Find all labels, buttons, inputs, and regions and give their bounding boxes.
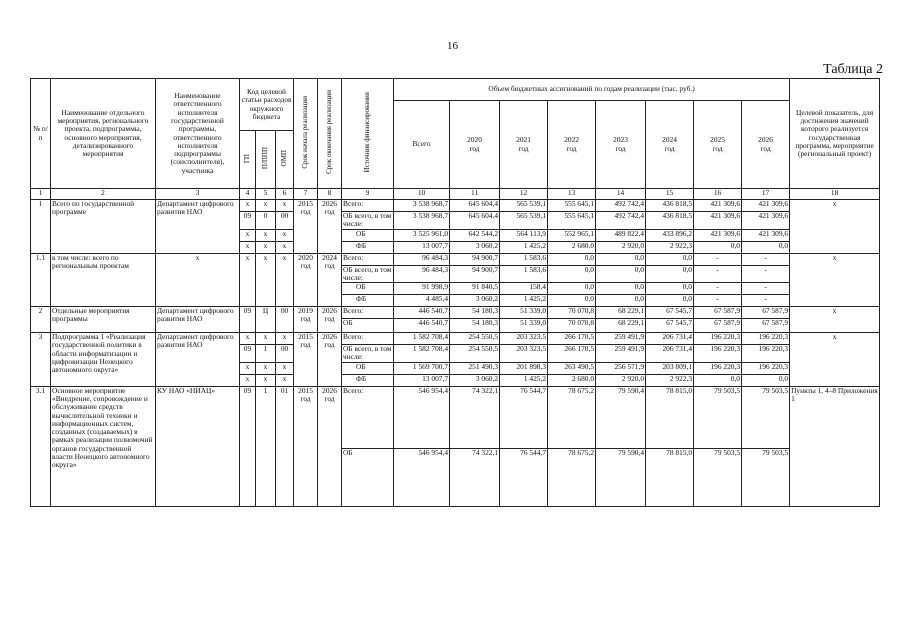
value-year: 196 220,3 (742, 362, 790, 374)
header-code-pgp (256, 131, 276, 189)
value-year: 78 675,2 (548, 448, 596, 506)
row-event-name: в том числе: всего по региональным проектам (51, 253, 156, 307)
value-year: 0,0 (646, 253, 694, 265)
code-pgp: 1 (256, 386, 276, 506)
value-year: 259 491,9 (596, 345, 646, 363)
value-year: 1 583,6 (500, 265, 548, 283)
code-gp: х (240, 362, 256, 374)
value-year: 266 170,5 (548, 345, 596, 363)
row-executor: Департамент цифрового развития НАО (156, 200, 240, 254)
year-label: 2021 (516, 135, 531, 145)
value-year: 196 220,3 (694, 362, 742, 374)
value-year: 0,0 (548, 265, 596, 283)
code-gp: 09 (240, 386, 256, 506)
value-total: 3 525 961,0 (394, 229, 450, 241)
value-year: 436 818,5 (646, 212, 694, 230)
value-total: 96 484,3 (394, 265, 450, 283)
col-num: 2 (51, 189, 156, 200)
header-source (342, 79, 394, 189)
header-code-gp-text: ГП (242, 153, 251, 163)
value-total: 546 954,4 (394, 386, 450, 448)
value-year: 76 544,7 (500, 386, 548, 448)
target-indicator: х (790, 253, 880, 307)
value-year: 254 550,5 (450, 345, 500, 363)
code-omp: х (276, 253, 294, 307)
col-num: 8 (318, 189, 342, 200)
funding-source: ОБ (342, 362, 394, 374)
year-unit: год (469, 143, 480, 153)
value-year: 492 742,4 (596, 212, 646, 230)
header-code-omp (276, 131, 294, 189)
year-label: 2020 (467, 135, 482, 145)
value-year: 67 545,7 (646, 307, 694, 319)
col-num: 1 (31, 189, 51, 200)
value-year: 51 339,0 (500, 307, 548, 319)
row-number: 2 (31, 307, 51, 333)
value-year: 2 680,0 (548, 241, 596, 253)
year-unit: год (664, 143, 675, 153)
header-code-gp (240, 131, 256, 189)
table-row (31, 253, 880, 265)
code-omp: х (276, 362, 294, 374)
value-year: 54 180,3 (450, 307, 500, 319)
code-gp: 09 (240, 212, 256, 230)
value-year: 158,4 (500, 283, 548, 295)
value-year: - (694, 253, 742, 265)
year-label: 2022 (564, 135, 579, 145)
value-year: 67 587,9 (742, 307, 790, 319)
value-year: 421 309,6 (694, 212, 742, 230)
header-source-text: Источник финансирования (362, 92, 371, 173)
funding-source: ОБ (342, 283, 394, 295)
value-year: 74 322,1 (450, 386, 500, 448)
code-omp: 00 (276, 212, 294, 230)
value-year: 555 645,1 (548, 200, 596, 212)
target-indicator: Пункты 1, 4–8 Приложения 1 (790, 386, 880, 506)
value-year: 206 731,4 (646, 333, 694, 345)
row-executor: х (156, 253, 240, 307)
value-total: 546 954,4 (394, 448, 450, 506)
value-year: 68 229,1 (596, 319, 646, 333)
value-year: 1 425,2 (500, 374, 548, 386)
value-total: 1 569 700,7 (394, 362, 450, 374)
value-year: 0,0 (596, 295, 646, 307)
value-year: 0,0 (694, 374, 742, 386)
funding-source: ФБ (342, 374, 394, 386)
value-year: 421 309,6 (742, 212, 790, 230)
value-year: 76 544,7 (500, 448, 548, 506)
header-year-2022 (548, 101, 596, 189)
code-pgp: 1 (256, 345, 276, 363)
value-year: 70 070,8 (548, 307, 596, 319)
col-num: 11 (450, 189, 500, 200)
col-num: 9 (342, 189, 394, 200)
value-year: - (694, 283, 742, 295)
value-total: 1 582 708,4 (394, 333, 450, 345)
header-start (294, 79, 318, 189)
value-year: 0,0 (694, 241, 742, 253)
value-total: 4 485,4 (394, 295, 450, 307)
value-year: 196 220,3 (742, 333, 790, 345)
value-year: 94 900,7 (450, 265, 500, 283)
start-year: 2020 год (294, 253, 318, 307)
code-gp: х (240, 200, 256, 212)
header-year-2023 (596, 101, 646, 189)
value-year: 421 309,6 (694, 229, 742, 241)
row-number: 3 (31, 333, 51, 387)
col-num: 15 (646, 189, 694, 200)
value-year: 642 544,2 (450, 229, 500, 241)
value-year: - (694, 265, 742, 283)
code-omp: х (276, 333, 294, 345)
value-year: 78 815,0 (646, 386, 694, 448)
value-year: 203 323,5 (500, 345, 548, 363)
header-event-name: Наименование отдельного мероприятия, регионального проекта, подпрограммы, основного мероприятия, детализированного мероприятия (51, 79, 156, 189)
col-num: 6 (276, 189, 294, 200)
value-year: 1 583,6 (500, 253, 548, 265)
code-omp: х (276, 229, 294, 241)
value-year: 263 490,5 (548, 362, 596, 374)
value-year: 2 920,0 (596, 374, 646, 386)
value-year: 555 645,1 (548, 212, 596, 230)
end-year: 2026 год (318, 386, 342, 506)
value-year: 0,0 (596, 253, 646, 265)
value-year: 421 309,6 (694, 200, 742, 212)
value-year: 79 503,5 (742, 448, 790, 506)
row-executor: КУ НАО «НИАЦ» (156, 386, 240, 506)
table-row (31, 333, 880, 345)
funding-source: Всего: (342, 333, 394, 345)
start-year: 2015 год (294, 386, 318, 506)
year-unit: год (760, 143, 771, 153)
row-number: 1 (31, 200, 51, 254)
code-omp: х (276, 200, 294, 212)
end-year: 2026 год (318, 307, 342, 333)
row-executor: Департамент цифрового развития НАО (156, 333, 240, 387)
header-executor: Наименование ответственного исполнителя государственной программы, ответственного исполнителя подпрограммы (соисполнителя), участника (156, 79, 240, 189)
value-year: 254 550,5 (450, 333, 500, 345)
year-unit: год (518, 143, 529, 153)
year-unit: год (615, 143, 626, 153)
value-year: 3 060,2 (450, 295, 500, 307)
code-pgp: х (256, 200, 276, 212)
col-num: 18 (790, 189, 880, 200)
value-year: 67 587,9 (694, 319, 742, 333)
value-year: 1 425,2 (500, 295, 548, 307)
code-pgp: х (256, 241, 276, 253)
value-total: 91 998,9 (394, 283, 450, 295)
col-num: 10 (394, 189, 450, 200)
value-year: 2 680,0 (548, 374, 596, 386)
value-year: 433 896,2 (646, 229, 694, 241)
col-num: 12 (500, 189, 548, 200)
row-event-name: Отдельные мероприятия программы (51, 307, 156, 333)
value-year: 79 503,5 (742, 386, 790, 448)
value-year: 70 070,8 (548, 319, 596, 333)
value-year: 2 922,3 (646, 241, 694, 253)
header-target: Целевой показатель, для достижения значений которого реализуется государственная программа, мероприятие (региональный проект) (790, 79, 880, 189)
value-year: 266 170,5 (548, 333, 596, 345)
value-year: 492 742,4 (596, 200, 646, 212)
value-year: 1 425,2 (500, 241, 548, 253)
start-year: 2019 год (294, 307, 318, 333)
value-year: 68 229,1 (596, 307, 646, 319)
value-year: 91 840,5 (450, 283, 500, 295)
year-label: 2025 (710, 135, 725, 145)
code-gp: х (240, 229, 256, 241)
value-year: 78 675,2 (548, 386, 596, 448)
value-year: 3 060,2 (450, 241, 500, 253)
value-year: 0,0 (548, 295, 596, 307)
value-year: 564 113,9 (500, 229, 548, 241)
value-total: 13 007,7 (394, 374, 450, 386)
value-year: 67 587,9 (694, 307, 742, 319)
code-pgp: х (256, 333, 276, 345)
value-year: 0,0 (548, 283, 596, 295)
value-total: 1 582 708,4 (394, 345, 450, 363)
value-year: 0,0 (596, 265, 646, 283)
value-total: 446 540,7 (394, 307, 450, 319)
code-pgp: Ц (256, 307, 276, 333)
code-gp: х (240, 333, 256, 345)
funding-source: Всего: (342, 200, 394, 212)
value-year: 67 587,9 (742, 319, 790, 333)
header-year-2021 (500, 101, 548, 189)
value-total: 446 540,7 (394, 319, 450, 333)
row-number: 1.1 (31, 253, 51, 307)
col-num: 13 (548, 189, 596, 200)
header-total: Всего (394, 101, 450, 189)
value-year: 436 818,5 (646, 200, 694, 212)
col-num: 14 (596, 189, 646, 200)
value-year: 565 539,1 (500, 212, 548, 230)
code-pgp: х (256, 253, 276, 307)
page-number: 16 (447, 40, 458, 52)
header-num: № п/п (31, 79, 51, 189)
value-year: - (742, 253, 790, 265)
year-label: 2024 (662, 135, 677, 145)
target-indicator: х (790, 333, 880, 387)
header-code-group: Код целевой статьи расходов окружного бюджета (240, 79, 294, 131)
row-event-name: Основное мероприятие «Внедрение, сопровождение и обслуживание средств вычислительной техники и информационных систем, созданных (создаваемых) в рамках реализации полномочий органов государственной власти Ненецкого автономного округа» (51, 386, 156, 506)
code-pgp: 0 (256, 212, 276, 230)
value-year: 67 545,7 (646, 319, 694, 333)
col-num: 16 (694, 189, 742, 200)
table-row (31, 386, 880, 448)
value-year: 0,0 (646, 283, 694, 295)
header-year-2025 (694, 101, 742, 189)
value-year: 203 323,5 (500, 333, 548, 345)
col-num: 17 (742, 189, 790, 200)
value-year: 54 180,3 (450, 319, 500, 333)
header-year-2020 (450, 101, 500, 189)
funding-source: ОБ (342, 229, 394, 241)
code-omp: х (276, 241, 294, 253)
year-label: 2026 (758, 135, 773, 145)
row-event-name: Всего по государственной программе (51, 200, 156, 254)
header-year-2026 (742, 101, 790, 189)
code-gp: 09 (240, 345, 256, 363)
value-year: 421 309,6 (742, 229, 790, 241)
value-total: 96 484,3 (394, 253, 450, 265)
code-pgp: х (256, 362, 276, 374)
value-year: 565 539,1 (500, 200, 548, 212)
value-year: 0,0 (742, 374, 790, 386)
value-year: 51 339,0 (500, 319, 548, 333)
value-year: 256 571,9 (596, 362, 646, 374)
funding-source: Всего: (342, 307, 394, 319)
funding-source: ОБ (342, 319, 394, 333)
value-total: 13 007,7 (394, 241, 450, 253)
value-year: 79 503,5 (694, 386, 742, 448)
target-indicator: х (790, 200, 880, 254)
code-gp: х (240, 374, 256, 386)
value-year: 196 220,3 (742, 345, 790, 363)
row-number: 3.1 (31, 386, 51, 506)
funding-source: ФБ (342, 241, 394, 253)
header-year-2024 (646, 101, 694, 189)
value-year: 74 322,1 (450, 448, 500, 506)
end-year: 2026 год (318, 200, 342, 254)
start-year: 2015 год (294, 200, 318, 254)
value-year: - (742, 295, 790, 307)
end-year: 2026 год (318, 333, 342, 387)
year-unit: год (566, 143, 577, 153)
budget-table (30, 78, 880, 507)
header-end (318, 79, 342, 189)
col-num: 7 (294, 189, 318, 200)
value-year: 196 220,3 (694, 333, 742, 345)
value-year: - (742, 283, 790, 295)
value-year: - (694, 295, 742, 307)
value-year: 0,0 (742, 241, 790, 253)
value-year: - (742, 265, 790, 283)
value-year: 251 490,3 (450, 362, 500, 374)
row-event-name: Подпрограмма 1 «Реализация государственной политики в области информатизации и цифровизации Ненецкого автономного округа» (51, 333, 156, 387)
target-indicator: х (790, 307, 880, 333)
value-total: 3 538 968,7 (394, 200, 450, 212)
header-end-text: Срок окончания реализации (324, 90, 333, 175)
end-year: 2024 год (318, 253, 342, 307)
value-year: 0,0 (596, 283, 646, 295)
table-label: Таблица 2 (823, 62, 883, 77)
value-year: 2 922,3 (646, 374, 694, 386)
value-year: 196 220,3 (694, 345, 742, 363)
value-year: 203 809,1 (646, 362, 694, 374)
value-total: 3 538 968,7 (394, 212, 450, 230)
value-year: 489 822,4 (596, 229, 646, 241)
code-pgp: х (256, 374, 276, 386)
funding-source: Всего: (342, 253, 394, 265)
value-year: 2 920,0 (596, 241, 646, 253)
start-year: 2015 год (294, 333, 318, 387)
year-label: 2023 (613, 135, 628, 145)
column-number-row (31, 189, 880, 200)
value-year: 645 604,4 (450, 200, 500, 212)
value-year: 94 900,7 (450, 253, 500, 265)
header-code-omp-text: ОМП (279, 150, 288, 167)
value-year: 3 060,2 (450, 374, 500, 386)
value-year: 79 590,4 (596, 386, 646, 448)
header-start-text: Срок начала реализации (300, 96, 309, 169)
header-code-pgp-text: П/ППП (260, 147, 269, 170)
funding-source: ОБ всего, в том числе: (342, 345, 394, 363)
col-num: 3 (156, 189, 240, 200)
value-year: 645 604,4 (450, 212, 500, 230)
row-executor: Департамент цифрового развития НАО (156, 307, 240, 333)
value-year: 259 491,9 (596, 333, 646, 345)
funding-source: Всего: (342, 386, 394, 448)
header-volume-group: Объем бюджетных ассигнований по годам реализации (тыс. руб.) (394, 79, 790, 101)
funding-source: ФБ (342, 295, 394, 307)
value-year: 206 731,4 (646, 345, 694, 363)
value-year: 0,0 (646, 265, 694, 283)
value-year: 78 815,0 (646, 448, 694, 506)
value-year: 79 590,4 (596, 448, 646, 506)
funding-source: ОБ всего, в том числе: (342, 265, 394, 283)
code-omp: 00 (276, 345, 294, 363)
table-body (31, 200, 880, 507)
code-gp: х (240, 253, 256, 307)
code-omp: х (276, 374, 294, 386)
funding-source: ОБ всего, в том числе: (342, 212, 394, 230)
value-year: 0,0 (646, 295, 694, 307)
funding-source: ОБ (342, 448, 394, 506)
value-year: 0,0 (548, 253, 596, 265)
value-year: 201 898,3 (500, 362, 548, 374)
code-omp: 01 (276, 386, 294, 506)
table-row (31, 307, 880, 319)
code-omp: 00 (276, 307, 294, 333)
value-year: 79 503,5 (694, 448, 742, 506)
code-gp: х (240, 241, 256, 253)
table-row (31, 200, 880, 212)
code-gp: 09 (240, 307, 256, 333)
col-num: 5 (256, 189, 276, 200)
value-year: 421 309,6 (742, 200, 790, 212)
code-pgp: х (256, 229, 276, 241)
col-num: 4 (240, 189, 256, 200)
value-year: 552 965,1 (548, 229, 596, 241)
year-unit: год (712, 143, 723, 153)
